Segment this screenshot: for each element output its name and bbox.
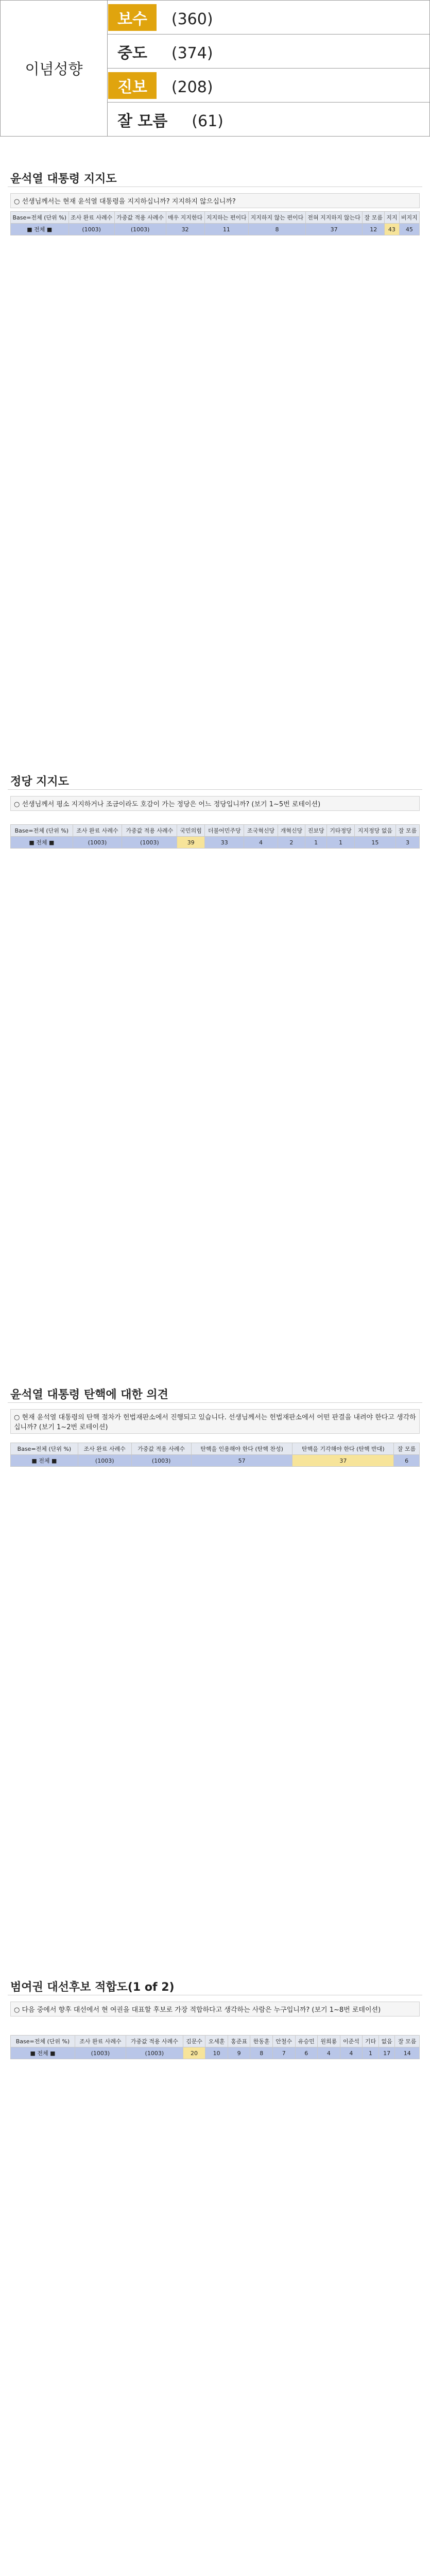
divider — [8, 1402, 422, 1403]
table-header: 기타정당 — [327, 825, 355, 837]
table-cell: (1003) — [122, 837, 177, 849]
question-text: ○ 다음 중에서 향후 대선에서 현 여권을 대표할 후보로 가장 적합하다고 생각하는 사람은 누구입니까? (보기 1~8번 로테이션) — [10, 2002, 420, 2016]
table-cell: 20 — [183, 2047, 205, 2059]
table-header: 진보당 — [305, 825, 327, 837]
table-header: 김문수 — [183, 2036, 205, 2047]
table-cell: 10 — [205, 2047, 228, 2059]
table-cell: 37 — [293, 1455, 394, 1467]
table-header: 홍준표 — [228, 2036, 250, 2047]
table-header: 조국혁신당 — [244, 825, 278, 837]
table-cell: (1003) — [131, 1455, 191, 1467]
table-cell: (1003) — [75, 2047, 126, 2059]
table-header: 원희룡 — [318, 2036, 340, 2047]
table-cell: 8 — [250, 2047, 273, 2059]
legend-label: 중도 — [117, 44, 147, 62]
table-row-total — [11, 224, 420, 235]
table-header: 비지지 — [399, 212, 419, 224]
legend-count: (61) — [192, 112, 223, 130]
table-cell: (1003) — [78, 1455, 131, 1467]
section-title-impeachment: 윤석열 대통령 탄핵에 대한 의견 — [10, 1388, 168, 1401]
section-title-candidate: 범여권 대선후보 적합도(1 of 2) — [10, 1981, 175, 1994]
legend-row-0 — [108, 1, 430, 35]
table-header: 오세훈 — [205, 2036, 228, 2047]
table-cell: 4 — [318, 2047, 340, 2059]
table-cell: 3 — [396, 837, 420, 849]
table-cell: 1 — [305, 837, 327, 849]
table-cell: ■ 전체 ■ — [11, 837, 73, 849]
table-header: 잘 모름 — [395, 2036, 420, 2047]
table-cell: 1 — [363, 2047, 379, 2059]
table-cell: 2 — [278, 837, 305, 849]
divider — [8, 789, 422, 790]
table-header: 지지하는 편이다 — [204, 212, 249, 224]
table-header: 기타 — [363, 2036, 379, 2047]
table-cell: ■ 전체 ■ — [11, 1455, 78, 1467]
table-cell: 57 — [191, 1455, 293, 1467]
table-cell: (1003) — [126, 2047, 183, 2059]
table-header: 개혁신당 — [278, 825, 305, 837]
table-cell: 6 — [295, 2047, 318, 2059]
table-cell: (1003) — [114, 224, 166, 235]
legend-group-label: 이념성향 — [1, 1, 108, 137]
table-cell: 1 — [327, 837, 355, 849]
approval-table — [10, 211, 420, 235]
table-header: Base=전체 (단위 %) — [11, 1443, 78, 1455]
table-header: 전혀 지지하지 않는다 — [305, 212, 363, 224]
section-title-approval: 윤석열 대통령 지지도 — [10, 173, 117, 185]
table-header: 한동훈 — [250, 2036, 273, 2047]
table-cell: 9 — [228, 2047, 250, 2059]
table-cell: ■ 전체 ■ — [11, 224, 69, 235]
table-header: 안철수 — [272, 2036, 295, 2047]
legend-count: (208) — [171, 78, 213, 96]
table-cell: 11 — [204, 224, 249, 235]
table-header: 잘 모름 — [363, 212, 385, 224]
table-header: 지지정당 없음 — [354, 825, 395, 837]
question-text: ○ 현재 윤석열 대통령의 탄핵 절차가 헌법재판소에서 진행되고 있습니다. 선생님께서는 헌법재판소에서 어떤 판결을 내려야 한다고 생각하십니까? (보기 1~2번 로테이션) — [10, 1409, 420, 1434]
table-cell: 4 — [244, 837, 278, 849]
table-row-total — [11, 1455, 420, 1467]
table-header: 국민의힘 — [177, 825, 205, 837]
table-header: 지지 — [385, 212, 400, 224]
question-text: ○ 선생님께서 평소 지지하거나 조금이라도 호감이 가는 정당은 어느 정당입니까? (보기 1~5번 로테이션) — [10, 796, 420, 811]
table-header: 가중값 적용 사례수 — [126, 2036, 183, 2047]
legend-row-1 — [108, 35, 430, 69]
table-header: 지지하지 않는 편이다 — [249, 212, 306, 224]
legend-row-2 — [108, 69, 430, 103]
legend-label: 잘 모름 — [117, 112, 168, 130]
table-header: Base=전체 (단위 %) — [11, 825, 73, 837]
candidate-table — [10, 2035, 420, 2059]
table-cell: 6 — [394, 1455, 420, 1467]
table-header: 조사 완료 사례수 — [68, 212, 114, 224]
table-header: 없음 — [379, 2036, 395, 2047]
legend-row-3 — [108, 103, 430, 137]
table-header: Base=전체 (단위 %) — [11, 2036, 75, 2047]
table-header: Base=전체 (단위 %) — [11, 212, 69, 224]
table-cell: 7 — [272, 2047, 295, 2059]
table-header: 가중값 적용 사례수 — [122, 825, 177, 837]
legend-count: (374) — [171, 44, 213, 62]
table-header: 가중값 적용 사례수 — [131, 1443, 191, 1455]
table-cell: ■ 전체 ■ — [11, 2047, 75, 2059]
table-row-total — [11, 837, 420, 849]
table-cell: 37 — [305, 224, 363, 235]
question-text: ○ 선생님께서는 현재 윤석열 대통령을 지지하십니까? 지지하지 않으십니까? — [10, 193, 420, 208]
table-header: 가중값 적용 사례수 — [114, 212, 166, 224]
impeachment-table — [10, 1443, 420, 1467]
table-cell: 14 — [395, 2047, 420, 2059]
table-header: 유승민 — [295, 2036, 318, 2047]
table-cell: (1003) — [73, 837, 122, 849]
table-cell: (1003) — [68, 224, 114, 235]
table-cell: 39 — [177, 837, 205, 849]
table-cell: 33 — [204, 837, 244, 849]
table-header: 더불어민주당 — [204, 825, 244, 837]
table-header: 조사 완료 사례수 — [73, 825, 122, 837]
ideology-legend — [0, 0, 430, 137]
table-row-total — [11, 2047, 420, 2059]
legend-label: 보수 — [108, 4, 157, 31]
table-cell: 43 — [385, 224, 400, 235]
table-cell: 4 — [340, 2047, 363, 2059]
table-header: 잘 모름 — [394, 1443, 420, 1455]
table-header: 탄핵을 인용해야 한다 (탄핵 찬성) — [191, 1443, 293, 1455]
legend-count: (360) — [171, 10, 213, 28]
table-cell: 15 — [354, 837, 395, 849]
table-header: 잘 모름 — [396, 825, 420, 837]
table-cell: 45 — [399, 224, 419, 235]
table-header: 이준석 — [340, 2036, 363, 2047]
legend-label: 진보 — [108, 72, 157, 99]
table-header: 탄핵을 기각해야 한다 (탄핵 반대) — [293, 1443, 394, 1455]
table-cell: 32 — [166, 224, 204, 235]
table-header: 매우 지지한다 — [166, 212, 204, 224]
table-cell: 12 — [363, 224, 385, 235]
party-table — [10, 824, 420, 849]
table-cell: 8 — [249, 224, 306, 235]
table-header: 조사 완료 사례수 — [78, 1443, 131, 1455]
section-title-party: 정당 지지도 — [10, 775, 69, 788]
table-cell: 17 — [379, 2047, 395, 2059]
table-header: 조사 완료 사례수 — [75, 2036, 126, 2047]
